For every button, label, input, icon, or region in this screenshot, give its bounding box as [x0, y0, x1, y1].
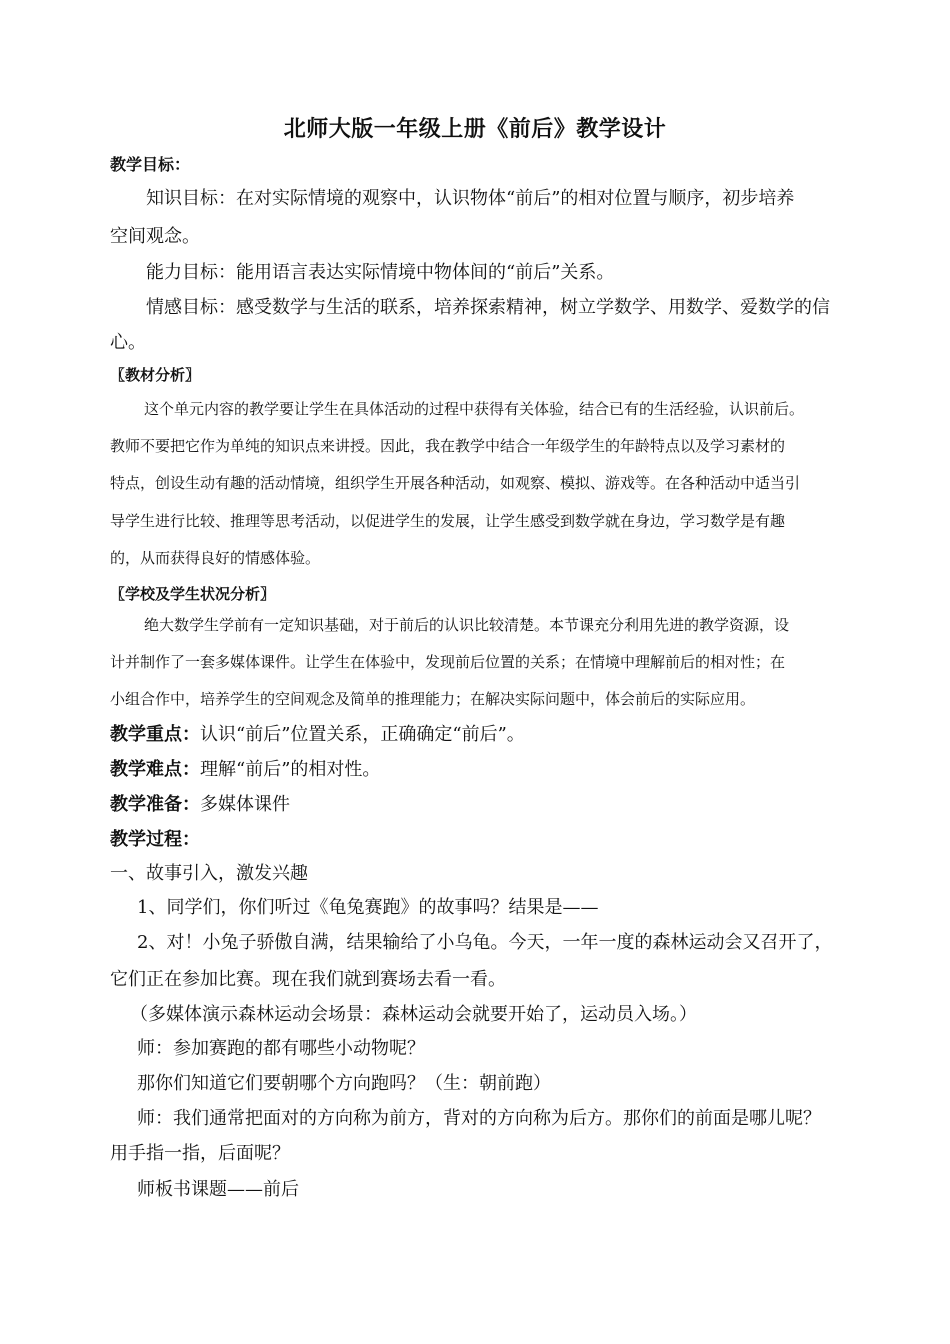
material-line-4: 导学生进行比较、推理等思考活动，以促进学生的发展，让学生感受到数学就在身边，学习数学是有趣: [110, 512, 786, 530]
key-point: [110, 720, 850, 746]
school-line-1: 绝大数学生学前有一定知识基础，对于前后的认识比较清楚。本节课充分利用先进的教学资源，设: [144, 616, 790, 634]
material-line-5: 的，从而获得良好的情感体验。: [110, 549, 321, 567]
difficulty-text: 理解“前后”的相对性。: [200, 759, 381, 780]
school-line-2: 计并制作了一套多媒体课件。让学生在体验中，发现前后位置的关系；在情境中理解前后的相对性；在: [110, 653, 786, 671]
goal-emotion-line-1: 情感目标：感受数学与生活的联系，培养探索精神，树立学数学、用数学、爱数学的信: [146, 297, 830, 318]
preparation-label: 教学准备：: [110, 794, 200, 815]
paragraph-1: 1、同学们，你们听过《龟兔赛跑》的故事吗？结果是——: [137, 897, 599, 918]
material-line-1: 这个单元内容的教学要让学生在具体活动的过程中获得有关体验，结合已有的生活经验，认识前后。: [144, 400, 805, 418]
paragraph-7: 师板书课题——前后: [137, 1179, 299, 1200]
paragraph-6-line-1: 师：我们通常把面对的方向称为前方，背对的方向称为后方。那你们的前面是哪儿呢？: [137, 1108, 821, 1129]
paragraph-3: （多媒体演示森林运动会场景：森林运动会就要开始了，运动员入场。）: [130, 1004, 697, 1025]
goal-knowledge-line-2: 空间观念。: [110, 226, 200, 247]
difficulty-point: [110, 755, 850, 781]
material-line-3: 特点，创设生动有趣的活动情境，组织学生开展各种活动，如观察、模拟、游戏等。在各种活动中适当引: [110, 474, 801, 492]
goal-knowledge-line-1: 知识目标：在对实际情境的观察中，认识物体“前后”的相对位置与顺序，初步培养: [146, 188, 795, 209]
paragraph-5: 那你们知道它们要朝哪个方向跑吗？（生：朝前跑）: [137, 1073, 551, 1094]
key-point-label: 教学重点：: [110, 724, 200, 745]
paragraph-2-line-2: 它们正在参加比赛。现在我们就到赛场去看一看。: [110, 969, 506, 990]
goal-emotion-line-2: 心。: [110, 332, 146, 353]
material-heading: 〖教材分析〗: [110, 366, 201, 384]
section-1-heading: 一、故事引入，激发兴趣: [110, 863, 308, 884]
paragraph-2-line-1: 2、对！小兔子骄傲自满，结果输给了小乌龟。今天，一年一度的森林运动会又召开了，: [137, 932, 833, 953]
school-line-3: 小组合作中，培养学生的空间观念及简单的推理能力；在解决实际问题中，体会前后的实际应用。: [110, 690, 756, 708]
material-line-2: 教师不要把它作为单纯的知识点来讲授。因此，我在教学中结合一年级学生的年龄特点以及学习素材的: [110, 437, 786, 455]
goal-ability: 能力目标：能用语言表达实际情境中物体间的“前后”关系。: [146, 262, 615, 283]
paragraph-6-line-2: 用手指一指，后面呢？: [110, 1143, 290, 1164]
goals-heading: 教学目标：: [110, 155, 191, 174]
document-title: 北师大版一年级上册《前后》教学设计: [283, 116, 667, 142]
preparation: [110, 790, 850, 816]
school-heading: 〖学校及学生状况分析〗: [110, 585, 276, 603]
preparation-text: 多媒体课件: [200, 794, 290, 815]
difficulty-label: 教学难点：: [110, 759, 200, 780]
process-heading: 教学过程：: [110, 829, 200, 850]
paragraph-4: 师：参加赛跑的都有哪些小动物呢？: [137, 1038, 425, 1059]
key-point-text: 认识“前后”位置关系，正确确定“前后”。: [200, 724, 525, 745]
